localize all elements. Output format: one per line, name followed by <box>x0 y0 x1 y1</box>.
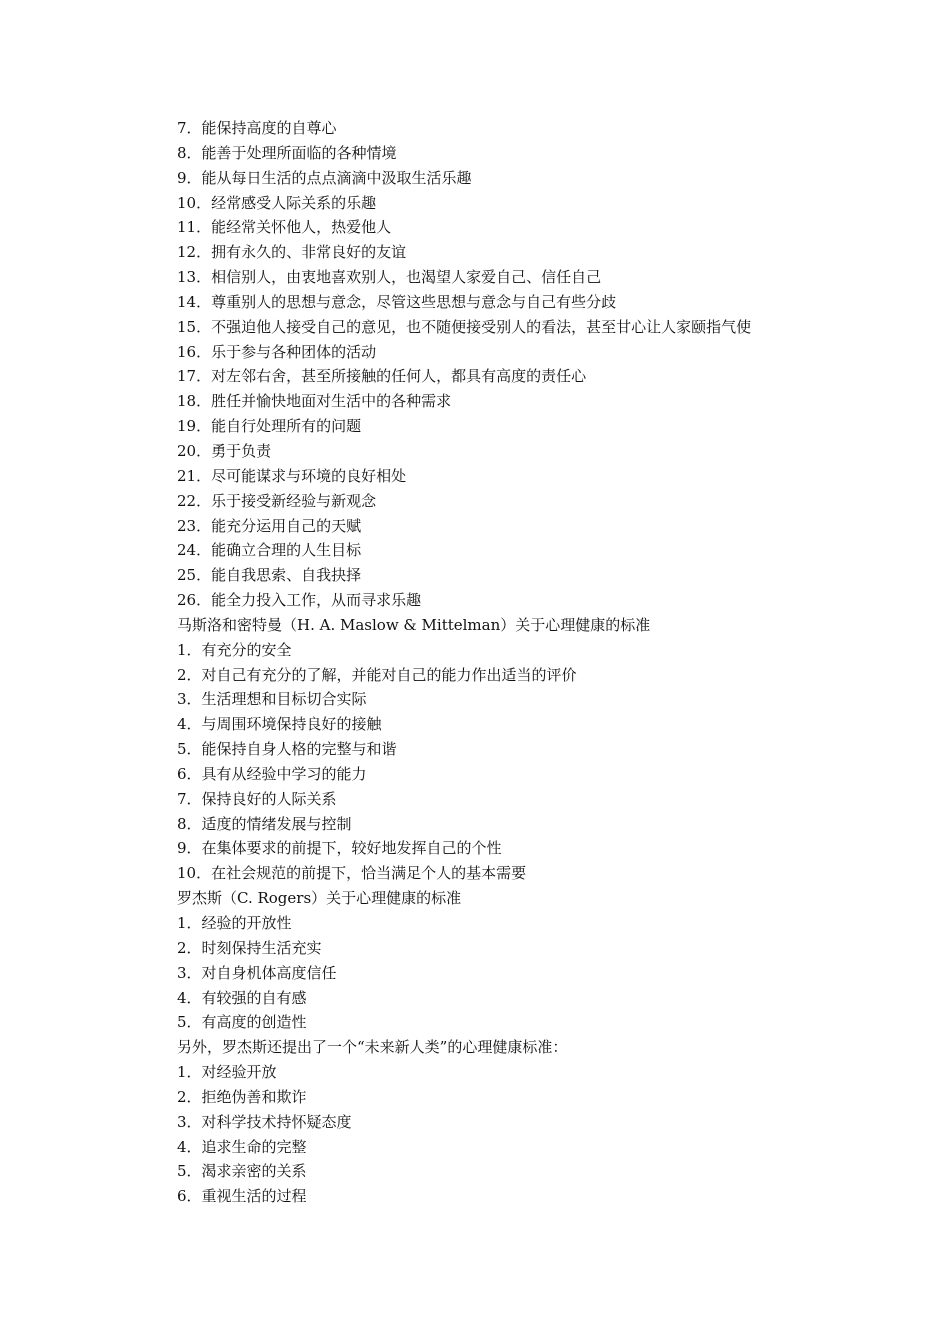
text-line: 19．能自行处理所有的问题 <box>177 417 362 436</box>
text-line: 7．保持良好的人际关系 <box>177 789 337 808</box>
text-line: 14．尊重别人的思想与意念，尽管这些思想与意念与自己有些分歧 <box>177 292 617 311</box>
text-line: 3．生活理想和目标切合实际 <box>177 690 367 709</box>
text-line: 另外，罗杰斯还提出了一个“未来新人类”的心理健康标准： <box>177 1038 568 1057</box>
text-line: 11．能经常关怀他人，热爱他人 <box>177 218 392 237</box>
text-line: 2．对自己有充分的了解，并能对自己的能力作出适当的评价 <box>177 665 577 684</box>
text-line: 4．与周围环境保持良好的接触 <box>177 715 382 734</box>
text-line: 1．对经验开放 <box>177 1063 277 1082</box>
text-line: 23．能充分运用自己的天赋 <box>177 516 362 535</box>
text-line: 24．能确立合理的人生目标 <box>177 541 362 560</box>
document-body <box>177 116 877 1209</box>
text-line: 3．对科学技术持怀疑态度 <box>177 1112 352 1131</box>
text-line: 20．勇于负责 <box>177 441 272 460</box>
text-line: 7．能保持高度的自尊心 <box>177 119 337 137</box>
text-line: 15．不强迫他人接受自己的意见，也不随便接受别人的看法，甚至甘心让人家颐指气使 <box>177 317 752 336</box>
text-line: 3．对自身机体高度信任 <box>177 963 337 982</box>
text-line: 2．时刻保持生活充实 <box>177 938 322 957</box>
text-line: 5．渴求亲密的关系 <box>177 1162 307 1181</box>
text-line: 22．乐于接受新经验与新观念 <box>177 491 377 510</box>
text-line: 12．拥有永久的、非常良好的友谊 <box>177 243 407 262</box>
text-line: 6．重视生活的过程 <box>177 1187 307 1206</box>
text-line: 9．能从每日生活的点点滴滴中汲取生活乐趣 <box>177 168 472 187</box>
text-line: 1．有充分的安全 <box>177 640 292 659</box>
text-line: 5．有高度的创造性 <box>177 1013 307 1032</box>
text-line: 5．能保持自身人格的完整与和谐 <box>177 740 397 759</box>
text-line: 10．在社会规范的前提下，恰当满足个人的基本需要 <box>177 864 527 883</box>
text-line: 18．胜任并愉快地面对生活中的各种需求 <box>177 392 452 411</box>
text-line: 16．乐于参与各种团体的活动 <box>177 342 377 361</box>
text-line: 9．在集体要求的前提下，较好地发挥自己的个性 <box>177 839 502 858</box>
text-line: 4．追求生命的完整 <box>177 1137 307 1156</box>
text-line: 马斯洛和密特曼（H. A. Maslow & Mittelman）关于心理健康的标准 <box>177 615 651 634</box>
text-line: 8．能善于处理所面临的各种情境 <box>177 143 397 162</box>
text-line: 1．经验的开放性 <box>177 914 292 932</box>
text-line: 21．尽可能谋求与环境的良好相处 <box>177 466 407 485</box>
text-line: 2．拒绝伪善和欺诈 <box>177 1087 307 1106</box>
text-line: 10．经常感受人际关系的乐趣 <box>177 193 377 212</box>
text-line: 6．具有从经验中学习的能力 <box>177 764 367 783</box>
text-line: 8．适度的情绪发展与控制 <box>177 814 352 833</box>
text-line: 4．有较强的自有感 <box>177 988 307 1007</box>
text-line: 罗杰斯（C. Rogers）关于心理健康的标准 <box>177 889 462 908</box>
text-line: 25．能自我思索、自我抉择 <box>177 566 362 585</box>
text-line: 26．能全力投入工作，从而寻求乐趣 <box>177 591 422 610</box>
text-line: 17．对左邻右舍，甚至所接触的任何人，都具有高度的责任心 <box>177 367 587 386</box>
text-line: 13．相信别人，由衷地喜欢别人，也渴望人家爱自己、信任自己 <box>177 268 602 287</box>
